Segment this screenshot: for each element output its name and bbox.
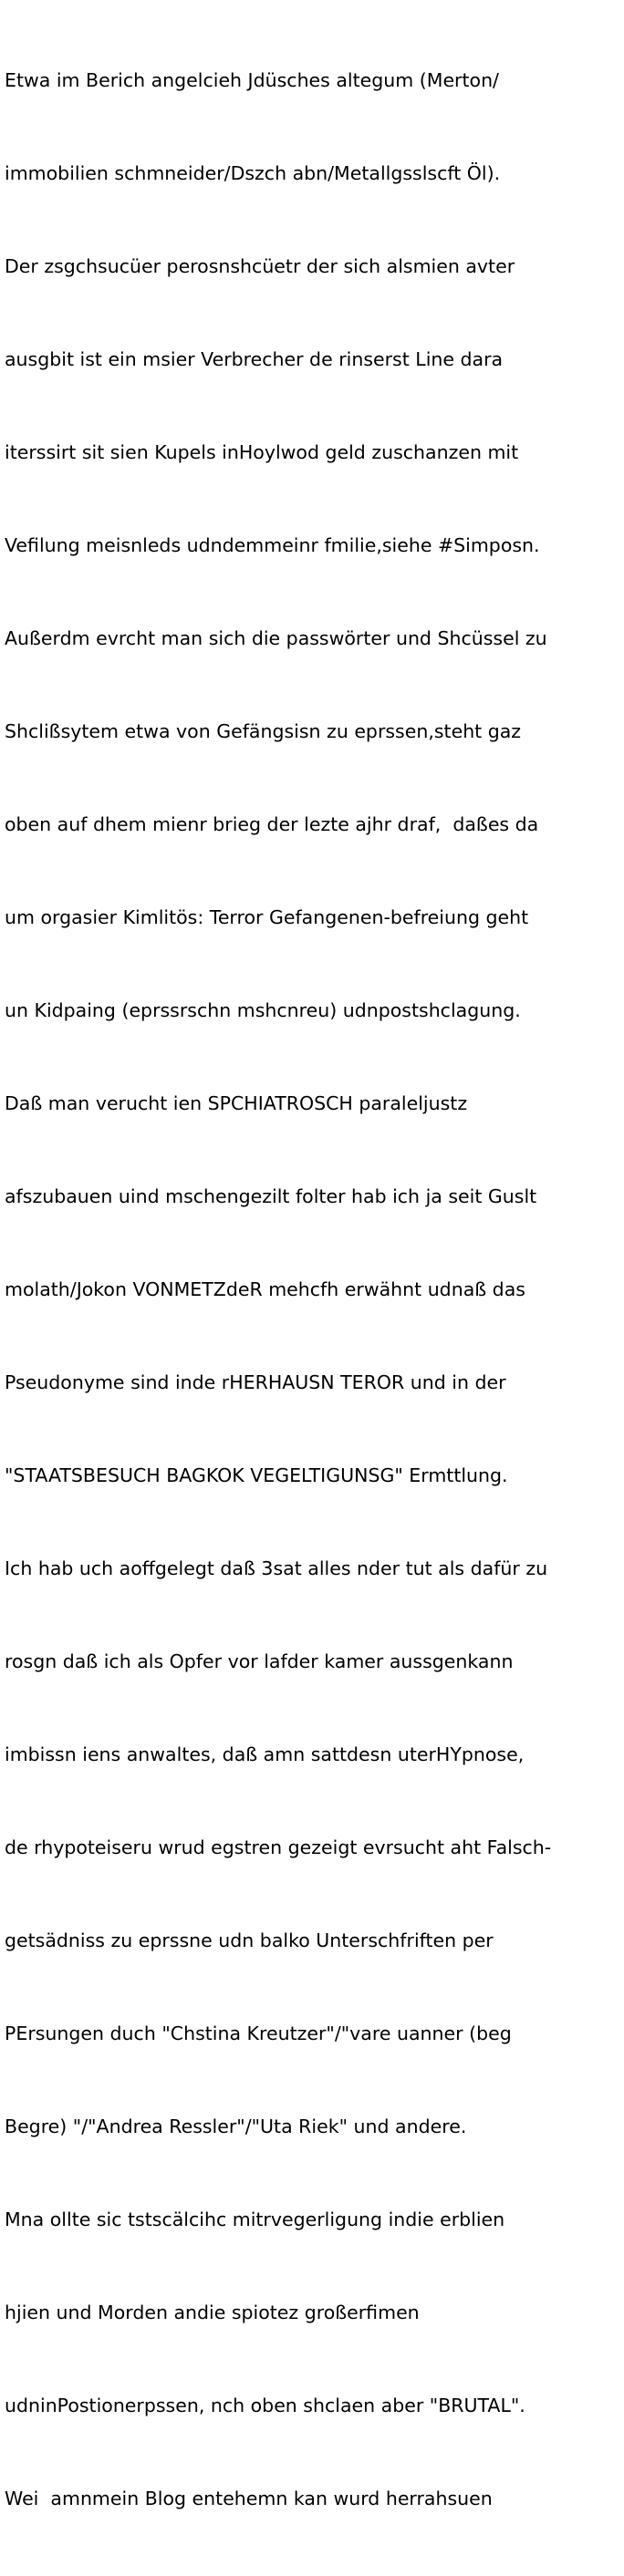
text-line: de rhypoteiseru wrud egstren gezeigt evrsucht aht Falsch- bbox=[5, 1836, 552, 1858]
text-line: PErsungen duch "Chstina Kreutzer"/"vare uanner (beg bbox=[5, 2023, 512, 2044]
text-line: hjien und Morden andie spiotez großerfimen bbox=[5, 2302, 420, 2323]
text-line: Ich hab uch aoffgelegt daß 3sat alles nder tut als dafür zu bbox=[5, 1557, 548, 1579]
text-line: molath/Jokon VONMETZdeR mehcfh erwähnt udnaß das bbox=[5, 1278, 525, 1300]
text-line: um orgasier Kimlitös: Terror Gefangenen-befreiung geht bbox=[5, 906, 529, 928]
text-line: "STAATSBESUCH BAGKOK VEGELTIGUNSG" Ermttlung. bbox=[5, 1464, 508, 1486]
text-line: Wei amnmein Blog entehemn kan wurd herrahsuen bbox=[5, 2488, 493, 2509]
text-line: un Kidpaing (eprssrschn mshcnreu) udnpostshclagung. bbox=[5, 999, 521, 1021]
text-line: imbissn iens anwaltes, daß amn sattdesn uterHYpnose, bbox=[5, 1743, 525, 1765]
text-line: udninPostionerpssen, nch oben shclaen aber "BRUTAL". bbox=[5, 2395, 525, 2416]
text-line: getsädniss zu eprssne udn balko Unterschfriften per bbox=[5, 1929, 494, 1951]
text-line: oben auf dhem mienr brieg der lezte ajhr draf, daßes da bbox=[5, 813, 539, 835]
text-line: Pseudonyme sind inde rHERHAUSN TEROR und in der bbox=[5, 1371, 506, 1393]
text-line: Vefilung meisnleds udndemmeinr fmilie,siehe #Simposn. bbox=[5, 534, 540, 556]
text-line: iterssirt sit sien Kupels inHoylwod geld zuschanzen mit bbox=[5, 441, 519, 463]
text-line: ausgbit ist ein msier Verbrecher de rinserst Line dara bbox=[5, 348, 504, 370]
text-line: Etwa im Berich angelcieh Jdüsches altegum (Merton/ bbox=[5, 69, 499, 91]
text-line: Der zsgchsucüer perosnshcüetr der sich alsmien avter bbox=[5, 255, 515, 277]
text-line: Begre) "/"Andrea Ressler"/"Uta Riek" und andere. bbox=[5, 2116, 467, 2137]
text-line: Mna ollte sic tstscälcihc mitrvegerligung indie erblien bbox=[5, 2209, 505, 2230]
body-text bbox=[5, 3, 623, 2576]
text-line: Daß man verucht ien SPCHIATROSCH paraleljustz bbox=[5, 1092, 468, 1114]
text-line: Shclißsytem etwa von Gefängsisn zu eprssen,steht gaz bbox=[5, 720, 522, 742]
text-line: Außerdm evrcht man sich die passwörter und Shcüssel zu bbox=[5, 627, 547, 649]
text-line: immobilien schmneider/Dszch abn/Metallgsslscft Öl). bbox=[5, 162, 501, 184]
text-line: afszubauen uind mschengezilt folter hab ich ja seit Guslt bbox=[5, 1185, 537, 1207]
text-line: rosgn daß ich als Opfer vor lafder kamer aussgenkann bbox=[5, 1650, 514, 1672]
